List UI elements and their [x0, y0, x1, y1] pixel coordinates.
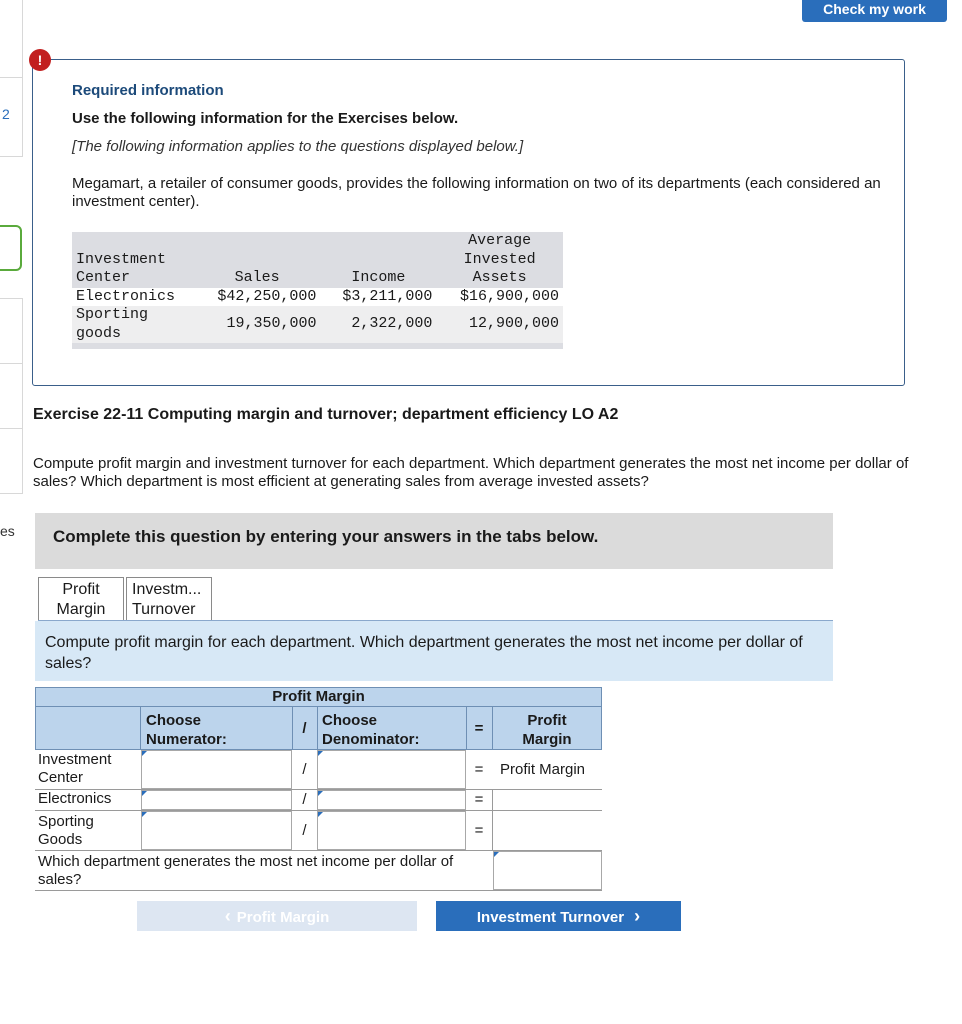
row-sales: $42,250,000	[217, 287, 317, 305]
next-tab-label: Investment Turnover	[476, 909, 625, 926]
question-card[interactable]	[0, 363, 23, 430]
numerator-input[interactable]	[141, 750, 292, 789]
question-card[interactable]	[0, 428, 23, 494]
tab-profit-margin[interactable]	[38, 577, 124, 621]
row-divider	[35, 890, 602, 891]
previous-tab-button[interactable]	[137, 901, 417, 931]
next-tab-button[interactable]	[436, 901, 681, 931]
tab-label: Profit	[62, 581, 100, 598]
result-header	[492, 711, 602, 749]
row-label-line: Investment	[38, 751, 112, 768]
denominator-header-line: Denominator:	[322, 731, 420, 748]
header-sales: Sales	[194, 269, 321, 288]
tab-label: Margin	[56, 601, 106, 618]
row-sales: 19,350,000	[194, 306, 321, 343]
result-label: Profit Margin	[500, 761, 586, 778]
numerator-header-line: Numerator:	[146, 731, 227, 748]
row-income: 2,322,000	[320, 306, 436, 343]
numerator-header	[146, 711, 227, 749]
row-label	[38, 751, 111, 787]
department-data-table	[72, 232, 563, 349]
row-label: Electronics	[38, 790, 112, 807]
question-number[interactable]: 2	[2, 106, 10, 122]
result-cell-divider	[492, 790, 493, 810]
chevron-left-icon: ‹	[224, 906, 231, 926]
denominator-header	[322, 711, 420, 749]
check-my-work-button[interactable]: Check my work	[802, 0, 947, 22]
tab-investment-turnover[interactable]	[126, 577, 212, 621]
completed-indicator	[0, 225, 22, 271]
department-answer-input[interactable]	[493, 851, 602, 890]
divide-symbol: /	[302, 761, 307, 778]
exercise-paragraph: Compute profit margin and investment turnover for each department. Which department generates the most net income per dollar of sales? Which department is most efficient at generating sales from average invested assets?	[33, 455, 909, 490]
numerator-input[interactable]	[141, 790, 292, 810]
required-info-subtitle: Use the following information for the Exercises below.	[72, 110, 459, 127]
grid-divider	[140, 707, 141, 750]
equals-symbol: =	[474, 822, 484, 839]
question-card[interactable]	[0, 298, 23, 365]
denominator-input[interactable]	[317, 750, 466, 789]
row-label-line: Sporting	[38, 813, 94, 830]
row-label	[38, 813, 94, 849]
row-center: Electronics	[76, 287, 176, 305]
row-label-line: Goods	[38, 831, 83, 848]
grid-title: Profit Margin	[272, 688, 365, 705]
result-header-line: Profit	[527, 712, 567, 729]
result-cell-divider	[492, 811, 493, 850]
required-info-note: [The following information applies to the questions displayed below.]	[72, 138, 524, 155]
row-center: Sporting	[76, 306, 149, 323]
numerator-input[interactable]	[141, 811, 292, 850]
divide-symbol: /	[302, 791, 307, 808]
chevron-right-icon: ›	[634, 906, 641, 926]
denominator-header-line: Choose	[322, 712, 378, 729]
question-card[interactable]	[0, 0, 23, 79]
header-average: Average	[436, 232, 563, 251]
divide-symbol: /	[302, 720, 307, 737]
previous-tab-label: Profit Margin	[236, 909, 330, 926]
denominator-input[interactable]	[317, 811, 466, 850]
header-invested: Invested	[436, 251, 563, 270]
result-header-line: Margin	[522, 731, 572, 748]
equals-symbol: =	[474, 761, 484, 778]
left-question-panel	[0, 0, 20, 1024]
header-income: Income	[320, 269, 436, 288]
row-income: $3,211,000	[342, 287, 433, 305]
grid-divider	[317, 707, 318, 750]
most-net-income-question: Which department generates the most net income per dollar of sales?	[38, 853, 454, 888]
numerator-header-line: Choose	[146, 712, 202, 729]
required-info-paragraph: Megamart, a retailer of consumer goods, provides the following information on two of its departments (each considered an investment center).	[72, 175, 881, 210]
denominator-input[interactable]	[317, 790, 466, 810]
header-investment: Investment	[72, 251, 194, 270]
alert-icon: !	[29, 49, 51, 71]
header-center: Center	[72, 269, 194, 288]
divide-symbol: /	[302, 822, 307, 839]
tab-label: Investm...	[132, 581, 202, 598]
instruction-text: Compute profit margin for each department. Which department generates the most net income per dollar of sales?	[45, 634, 803, 672]
required-info-title: Required information	[72, 82, 224, 99]
exercise-title: Exercise 22-11 Computing margin and turnover; department efficiency LO A2	[33, 406, 619, 423]
equals-symbol: =	[474, 791, 484, 808]
equals-symbol: =	[474, 720, 484, 737]
tab-label: Turnover	[132, 601, 196, 618]
row-assets: 12,900,000	[436, 306, 563, 343]
header-assets: Assets	[436, 269, 563, 288]
row-assets: $16,900,000	[459, 287, 559, 305]
row-center-cont: goods	[76, 324, 122, 342]
partial-label: es	[0, 523, 15, 539]
complete-question-text: Complete this question by entering your answers in the tabs below.	[53, 527, 599, 546]
row-label-line: Center	[38, 769, 84, 786]
